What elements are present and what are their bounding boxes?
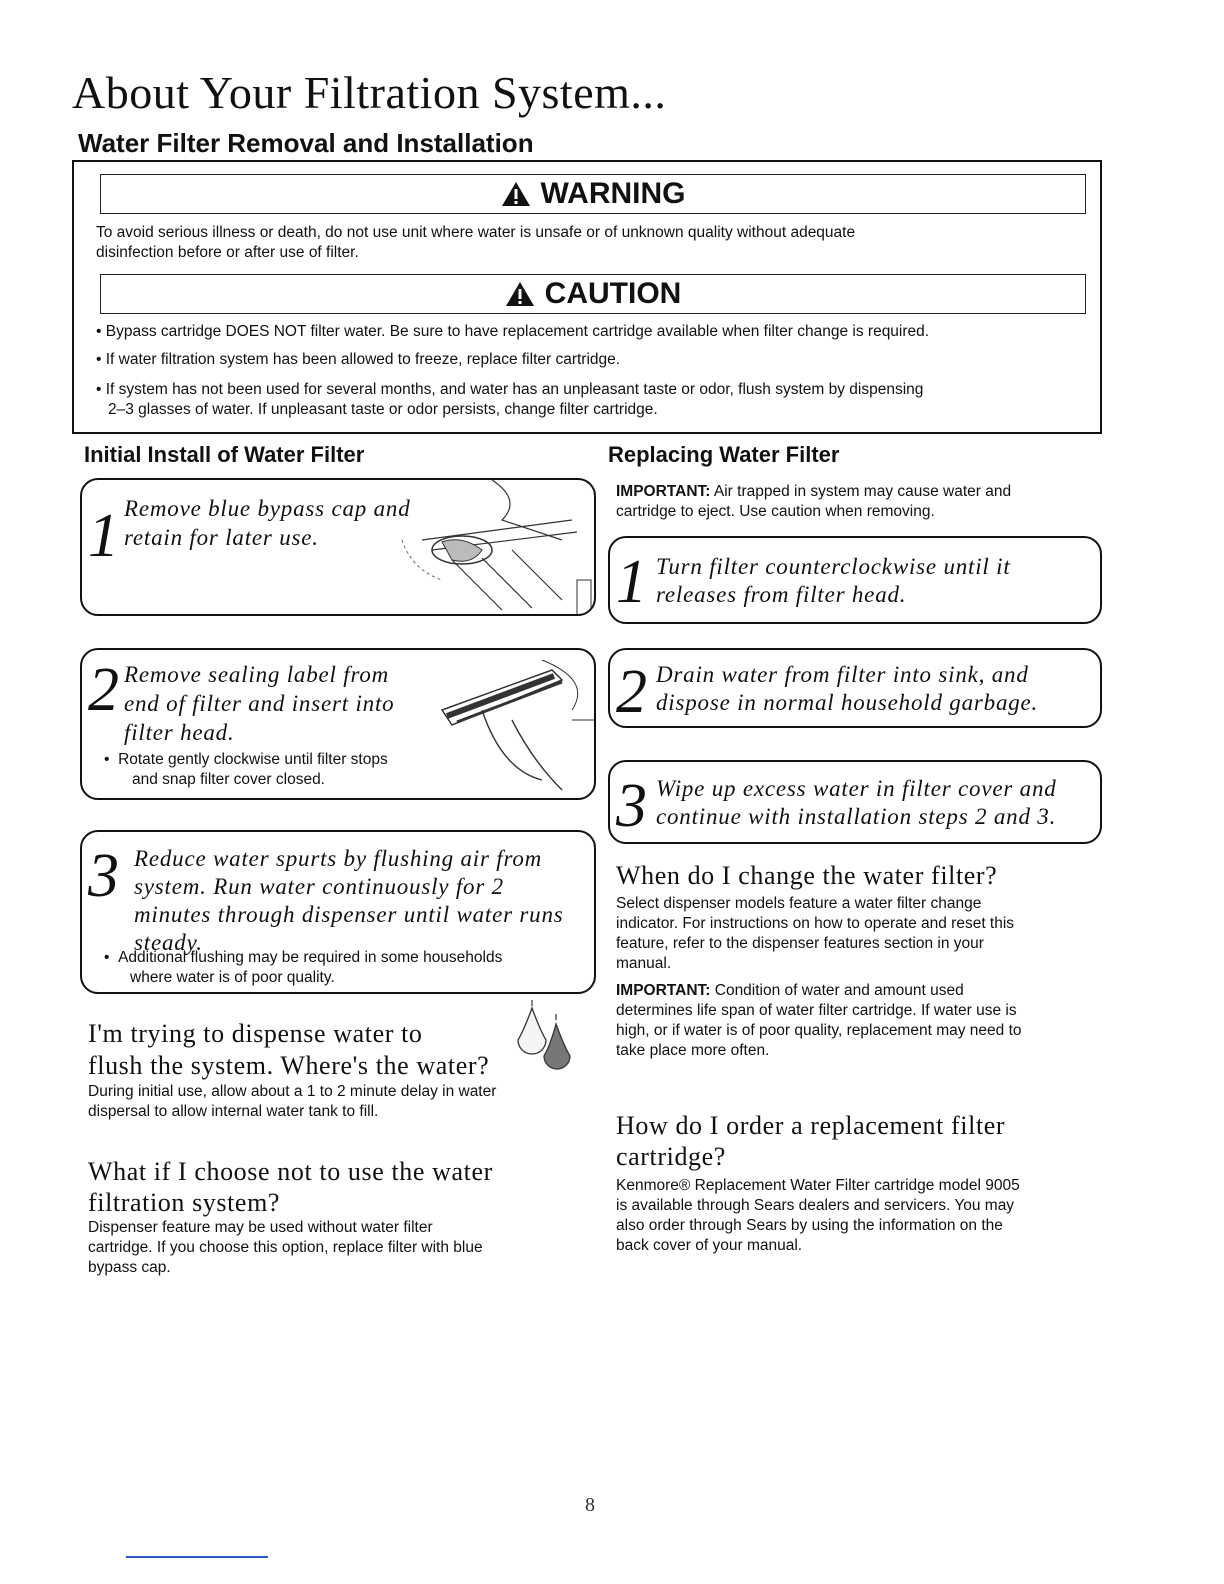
replacing-important: IMPORTANT: Air trapped in system may cause water and	[616, 483, 1012, 500]
faq-question: How do I order a replacement filter	[616, 1111, 1006, 1140]
caution-bullet-3: • If system has not been used for several months, and water has an unpleasant taste or odor, flush system by dispensing	[96, 381, 924, 398]
faq-answer: bypass cap.	[88, 1259, 171, 1276]
step-note: • Additional flushing may be required in some households	[104, 949, 503, 966]
title-rule	[72, 160, 1102, 162]
faq-answer: back cover of your manual.	[616, 1237, 803, 1254]
warning-line-1: To avoid serious illness or death, do not use unit where water is unsafe or of unknown quality without adequate	[96, 224, 856, 241]
bullet-icon: •	[104, 751, 110, 768]
warning-label: WARNING	[540, 177, 686, 210]
faq-answer: dispersal to allow internal water tank to fill.	[88, 1103, 379, 1120]
step-number: 3	[88, 842, 119, 910]
faq-answer: indicator. For instructions on how to operate and reset this	[616, 915, 1015, 932]
faq-important: IMPORTANT: Condition of water and amount used	[616, 982, 964, 999]
initial-step-1: 1 Remove blue bypass cap and retain for later use.	[80, 478, 596, 616]
footer-rule	[126, 1556, 268, 1558]
faq-question: flush the system. Where's the water?	[88, 1051, 490, 1080]
caution-bullet-3-cont: 2–3 glasses of water. If unpleasant taste or odor persists, change filter cartridge.	[108, 401, 658, 418]
initial-install-heading: Initial Install of Water Filter	[84, 442, 365, 467]
step-number: 2	[88, 656, 119, 724]
step-number: 1	[88, 502, 119, 570]
warning-triangle-icon	[501, 181, 531, 207]
caution-bullet-1: • Bypass cartridge DOES NOT filter water. Be sure to have replacement cartridge available when filter change is required.	[96, 323, 930, 340]
initial-step-2: 2 Remove sealing label from end of filter and insert into filter head. • Rotate gently clockwise until filter stops and snap filter cover closed.	[80, 648, 596, 800]
step-number: 2	[616, 658, 647, 726]
page-title: About Your Filtration System...	[72, 67, 667, 118]
bullet-icon: •	[96, 323, 102, 340]
step-number: 1	[616, 548, 647, 616]
faq-question: filtration system?	[88, 1188, 281, 1217]
step-note: • Rotate gently clockwise until filter stops	[104, 751, 388, 768]
warning-banner	[100, 174, 1086, 214]
faq-question: I'm trying to dispense water to	[88, 1019, 423, 1048]
warning-line-2: disinfection before or after use of filter.	[96, 244, 359, 261]
faq-answer: is available through Sears dealers and servicers. You may	[616, 1197, 1015, 1214]
caution-label: CAUTION	[544, 277, 682, 310]
faq-answer: cartridge. If you choose this option, replace filter with blue	[88, 1239, 483, 1256]
initial-step-3: 3 Reduce water spurts by flushing air from system. Run water continuously for 2 minutes through dispenser until water runs steady. • Additional flushing may be required in some households where water is of poor quality.	[80, 830, 596, 994]
bullet-icon: •	[104, 949, 110, 966]
faq-answer: feature, refer to the dispenser features section in your	[616, 935, 984, 952]
replacing-heading: Replacing Water Filter	[608, 442, 840, 467]
faq-answer: During initial use, allow about a 1 to 2 minute delay in water	[88, 1083, 497, 1100]
caution-bullet-2: • If water filtration system has been allowed to freeze, replace filter cartridge.	[96, 351, 621, 368]
filter-insert-illustration	[422, 650, 596, 800]
replacing-step-3: 3 Wipe up excess water in filter cover and continue with installation steps 2 and 3.	[608, 760, 1102, 844]
replacing-step-1: 1 Turn filter counterclockwise until it releases from filter head.	[608, 536, 1102, 624]
replacing-step-2: 2 Drain water from filter into sink, and dispose in normal household garbage.	[608, 648, 1102, 728]
section-title: Water Filter Removal and Installation	[78, 128, 534, 158]
faq-answer: Select dispenser models feature a water filter change	[616, 895, 982, 912]
step-number: 3	[616, 772, 647, 840]
faq-answer: Dispenser feature may be used without water filter	[88, 1219, 433, 1236]
bypass-cap-illustration	[362, 480, 596, 616]
faq-answer: manual.	[616, 955, 672, 972]
faq-question: What if I choose not to use the water	[88, 1157, 493, 1186]
caution-banner	[100, 274, 1086, 314]
water-drops-icon	[510, 1000, 580, 1080]
page-number: 8	[585, 1494, 595, 1516]
caution-triangle-icon	[505, 281, 535, 307]
bullet-icon: •	[96, 381, 102, 398]
faq-question: When do I change the water filter?	[616, 861, 998, 890]
faq-answer: also order through Sears by using the information on the	[616, 1217, 1003, 1234]
faq-question: cartridge?	[616, 1142, 726, 1171]
faq-answer: Kenmore® Replacement Water Filter cartridge model 9005	[616, 1177, 1020, 1194]
bullet-icon: •	[96, 351, 102, 368]
